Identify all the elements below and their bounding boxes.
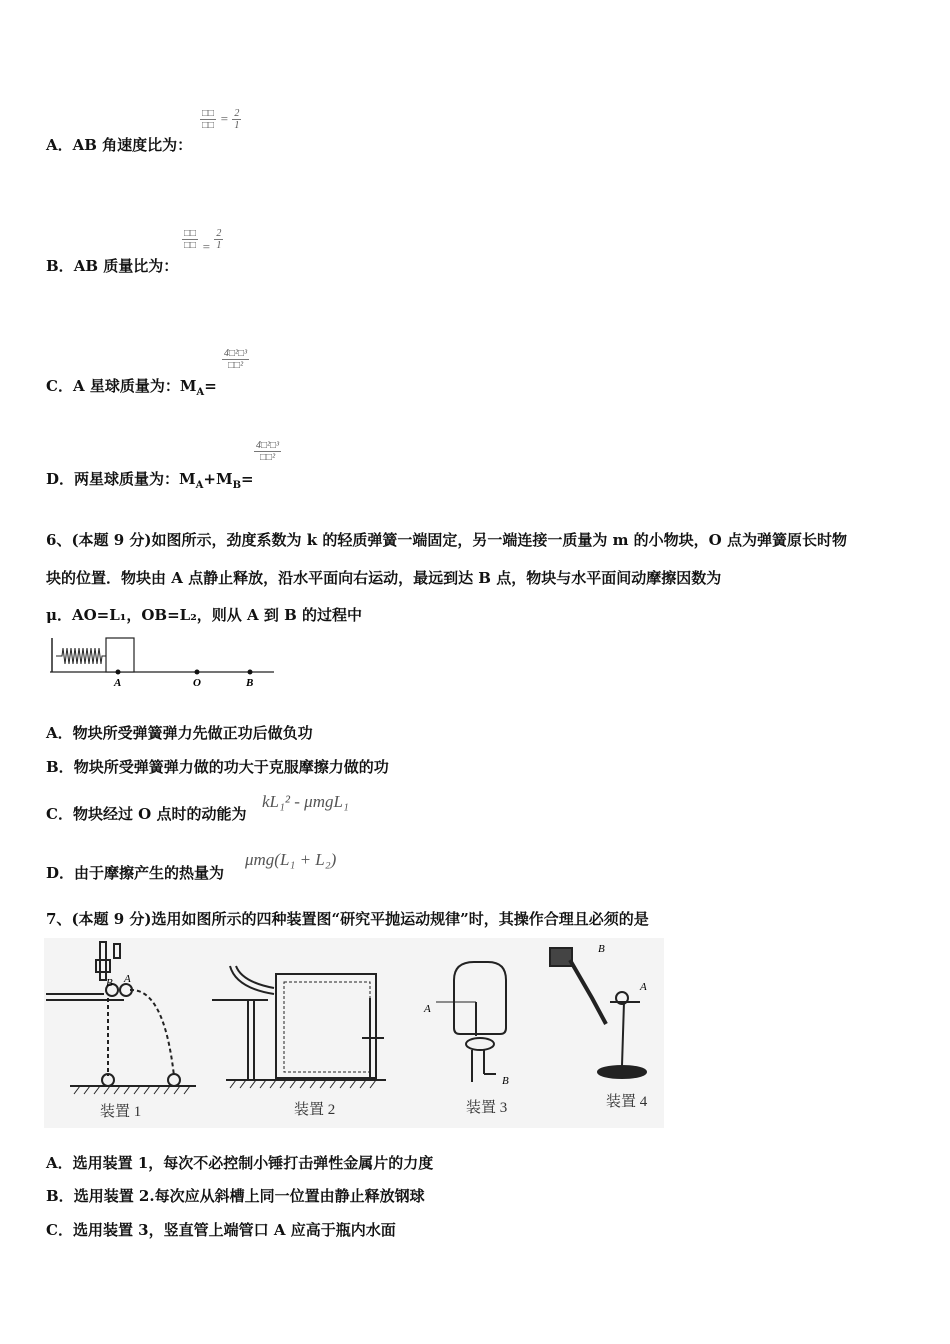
formula-num: □□ xyxy=(184,228,197,239)
d4-mark-a: A xyxy=(640,981,647,993)
q6-line2: 块的位置．物块由 A 点静止释放，沿水平面向右运动，最远到达 B 点，物块与水平面间动摩擦因数为 xyxy=(46,569,722,587)
option-letter: B． xyxy=(46,758,74,776)
option-text: AB 角速度比为： xyxy=(72,136,193,154)
d4-mark-b: B xyxy=(598,943,605,955)
d1-mark-a: A xyxy=(124,973,131,985)
q5-option-c xyxy=(46,375,217,398)
block xyxy=(106,638,134,672)
option-text: 由于摩擦产生的热量为 xyxy=(74,864,225,882)
formula-den: □□² xyxy=(260,452,276,463)
option-letter: A． xyxy=(46,724,73,742)
option-letter: C． xyxy=(46,805,73,823)
spring-block-figure xyxy=(46,634,286,692)
formula-rhs-num: 2 xyxy=(216,228,222,239)
option-letter: C． xyxy=(46,377,73,395)
label-a: A xyxy=(114,677,122,689)
q7-option-b xyxy=(46,1185,425,1206)
q6-c-formula: kL₁² - μmgL₁ xyxy=(262,792,349,811)
q7-devices-figure xyxy=(44,938,664,1128)
option-text: 选用装置 1，每次不必控制小锤打击弹性金属片的力度 xyxy=(72,1154,434,1172)
option-letter: C． xyxy=(46,1221,73,1239)
option-letter: D． xyxy=(46,864,75,882)
q6-option-b xyxy=(46,756,389,777)
q7-stem-text: (本题 9 分)选用如图所示的四种装置图“研究平抛运动规律”时，其操作合理且必须的是 xyxy=(71,910,649,928)
option-letter: B． xyxy=(46,257,74,275)
label-b: B xyxy=(246,677,254,689)
option-text: 物块所受弹簧弹力做的功大于克服摩擦力做的功 xyxy=(73,758,389,776)
point-o xyxy=(195,670,200,675)
d1-mark-b: B xyxy=(106,977,113,989)
q5-option-a xyxy=(46,134,192,155)
option-text: AB 质量比为： xyxy=(73,257,179,275)
spring xyxy=(56,648,106,664)
formula-den: □□ xyxy=(202,120,215,131)
formula-rhs-den: 1 xyxy=(216,240,222,251)
label-o: O xyxy=(193,677,201,689)
q5-a-formula xyxy=(200,108,241,131)
q6-option-d xyxy=(46,862,224,883)
q7-option-a xyxy=(46,1152,433,1173)
d3-mark-b: B xyxy=(502,1075,509,1087)
q6-stem-1: (本题 9 分)如图所示，劲度系数为 k 的轻质弹簧一端固定，另一端连接一质量为 m 的小物块，O 点为弹簧原长时物 xyxy=(71,531,847,549)
formula-rhs-num: 2 xyxy=(234,108,240,119)
q7-number: 7、 xyxy=(46,910,72,928)
q6-d-formula: μmg(L₁ + L₂) xyxy=(245,850,337,869)
formula-den: □□ xyxy=(184,240,197,251)
q6-option-a xyxy=(46,722,313,743)
q7-stem xyxy=(46,908,649,929)
q6-line1 xyxy=(46,529,847,550)
d3-mark-a: A xyxy=(424,1003,431,1015)
sub-a: A xyxy=(195,480,204,491)
q7-option-c xyxy=(46,1219,396,1240)
option-text: 物块经过 O 点时的动能为 xyxy=(72,805,247,823)
device-2-label: 装置 2 xyxy=(294,1102,336,1118)
option-text: 选用装置 3，竖直管上端管口 A 应高于瓶内水面 xyxy=(72,1221,396,1239)
eq: = xyxy=(241,470,254,488)
formula-eq: = xyxy=(219,110,229,126)
option-text: 两星球质量为：M xyxy=(74,470,196,488)
point-b xyxy=(248,670,253,675)
q5-d-formula xyxy=(254,440,281,463)
q5-option-b xyxy=(46,255,178,276)
sub-b: B xyxy=(232,480,242,491)
formula-eq: = xyxy=(201,238,211,254)
q6-number: 6、 xyxy=(46,531,72,549)
formula-num: □□ xyxy=(202,108,215,119)
q5-c-formula xyxy=(222,348,249,371)
q6-option-c xyxy=(46,803,246,824)
q5-option-d xyxy=(46,468,254,491)
eq: = xyxy=(204,377,217,395)
option-letter: A． xyxy=(46,1154,73,1172)
q6-line3: μ．AO=L₁，OB=L₂，则从 A 到 B 的过程中 xyxy=(46,606,363,624)
option-letter: B． xyxy=(46,1187,74,1205)
formula-rhs-den: 1 xyxy=(234,120,240,131)
option-letter: A． xyxy=(46,136,73,154)
device-4-label: 装置 4 xyxy=(606,1094,648,1110)
q5-b-formula xyxy=(182,228,223,254)
option-text: 物块所受弹簧弹力先做正功后做负功 xyxy=(72,724,313,742)
sub-a: A xyxy=(196,387,205,398)
plus-m: +M xyxy=(203,470,233,488)
formula-den: □□² xyxy=(228,360,244,371)
option-text: 选用装置 2.每次应从斜槽上同一位置由静止释放钢球 xyxy=(73,1187,425,1205)
option-letter: D． xyxy=(46,470,75,488)
point-a xyxy=(116,670,121,675)
formula-num: 4□²□³ xyxy=(256,440,280,451)
device-1-label: 装置 1 xyxy=(100,1104,142,1120)
device-3-label: 装置 3 xyxy=(466,1100,508,1116)
option-text: A 星球质量为：M xyxy=(72,377,197,395)
formula-num: 4□²□³ xyxy=(224,348,248,359)
